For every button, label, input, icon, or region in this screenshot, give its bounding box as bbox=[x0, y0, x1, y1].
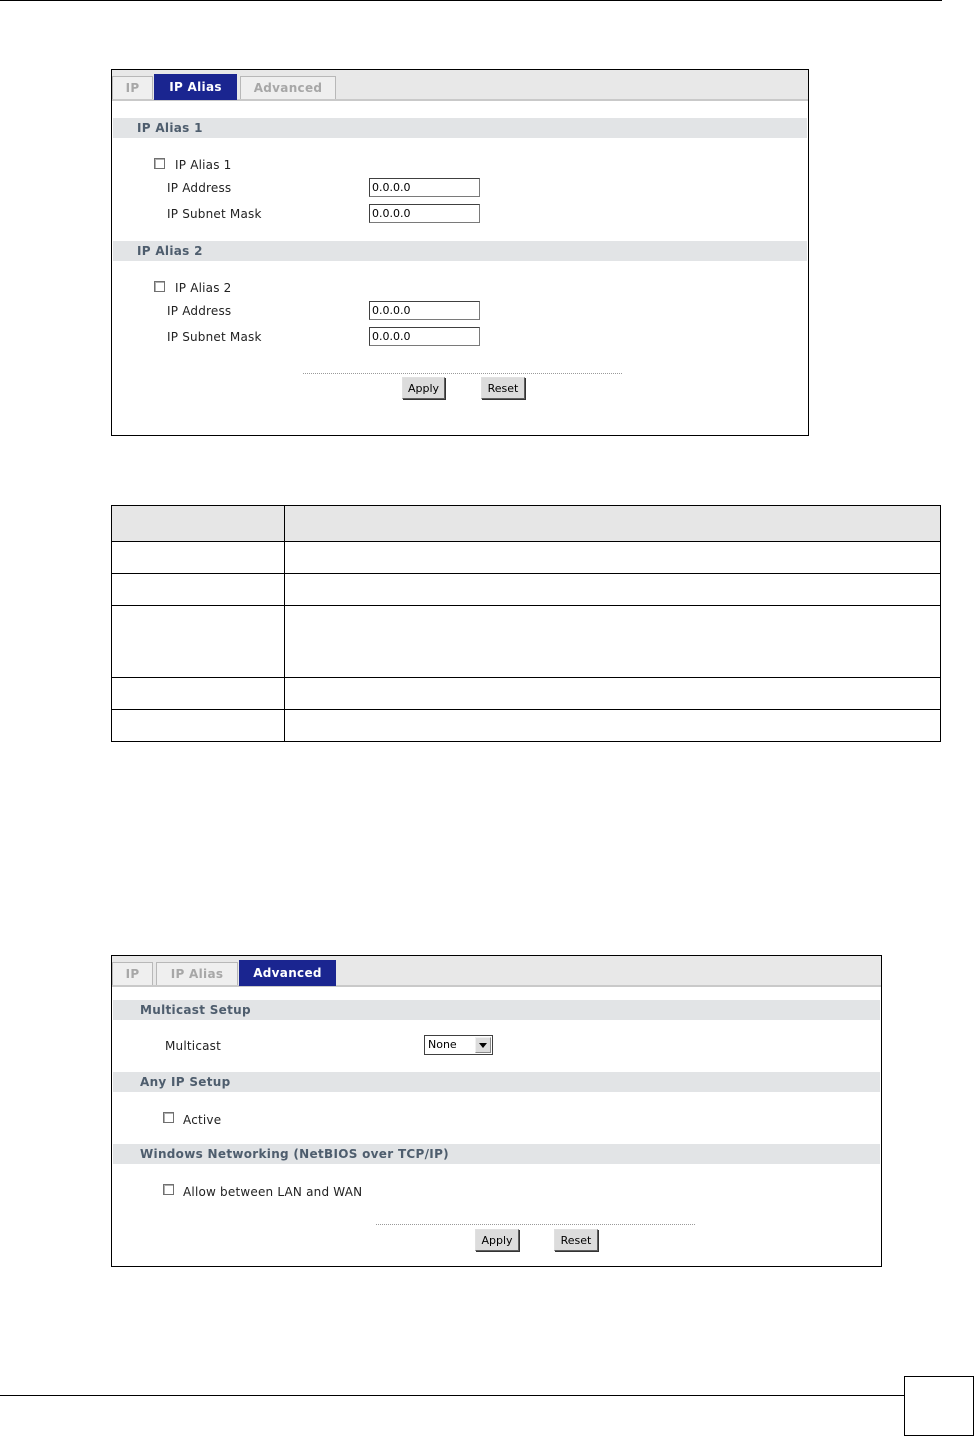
any-ip-active-checkbox[interactable] bbox=[163, 1112, 174, 1123]
table-cell bbox=[285, 542, 941, 574]
table-cell bbox=[285, 506, 941, 542]
tab-ip[interactable]: IP bbox=[112, 962, 153, 985]
header-rule bbox=[0, 0, 942, 1]
ip-alias-1-checkbox[interactable] bbox=[154, 158, 165, 169]
table-cell bbox=[112, 506, 285, 542]
ip-alias-2-label: IP Alias 2 bbox=[175, 281, 232, 295]
apply-button[interactable]: Apply bbox=[475, 1229, 519, 1251]
tab-ip[interactable]: IP bbox=[112, 76, 153, 99]
section-ip-alias-1: IP Alias 1 bbox=[113, 118, 807, 138]
table-row bbox=[112, 542, 941, 574]
table-cell bbox=[285, 606, 941, 678]
table-cell bbox=[285, 574, 941, 606]
section-any-ip-setup: Any IP Setup bbox=[113, 1072, 880, 1092]
ip-alias-panel bbox=[111, 69, 809, 436]
section-windows-networking: Windows Networking (NetBIOS over TCP/IP) bbox=[113, 1144, 880, 1164]
netbios-allow-checkbox[interactable] bbox=[163, 1184, 174, 1195]
table-header-row bbox=[112, 506, 941, 542]
button-divider bbox=[303, 373, 622, 374]
apply-button[interactable]: Apply bbox=[402, 377, 445, 399]
netbios-allow-label: Allow between LAN and WAN bbox=[183, 1185, 363, 1199]
ip-address-1-label: IP Address bbox=[167, 181, 232, 195]
ip-address-2-label: IP Address bbox=[167, 304, 232, 318]
reset-button[interactable]: Reset bbox=[481, 377, 525, 399]
table-row bbox=[112, 574, 941, 606]
table-cell bbox=[112, 542, 285, 574]
field-description-table bbox=[111, 505, 941, 742]
ip-address-2-input[interactable] bbox=[369, 301, 480, 320]
ip-alias-2-checkbox[interactable] bbox=[154, 281, 165, 292]
table-cell bbox=[112, 606, 285, 678]
page-number-box bbox=[904, 1376, 974, 1436]
button-divider bbox=[376, 1224, 695, 1225]
table-cell bbox=[112, 678, 285, 710]
table-cell bbox=[112, 710, 285, 742]
subnet-mask-2-input[interactable] bbox=[369, 327, 480, 346]
table-row bbox=[112, 678, 941, 710]
chevron-down-icon[interactable] bbox=[475, 1037, 491, 1053]
tab-ip-alias[interactable]: IP Alias bbox=[156, 962, 238, 985]
table-cell bbox=[112, 574, 285, 606]
tab-bar bbox=[112, 70, 808, 101]
multicast-select[interactable] bbox=[424, 1035, 493, 1055]
ip-address-1-input[interactable] bbox=[369, 178, 480, 197]
reset-button[interactable]: Reset bbox=[554, 1229, 598, 1251]
section-ip-alias-2: IP Alias 2 bbox=[113, 241, 807, 261]
advanced-panel bbox=[111, 955, 882, 1267]
section-multicast-setup: Multicast Setup bbox=[113, 1000, 880, 1020]
tab-advanced[interactable]: Advanced bbox=[239, 960, 336, 986]
table-cell bbox=[285, 678, 941, 710]
footer-rule bbox=[0, 1395, 904, 1396]
tab-ip-alias[interactable]: IP Alias bbox=[154, 74, 237, 100]
table-row bbox=[112, 606, 941, 678]
ip-alias-1-label: IP Alias 1 bbox=[175, 158, 232, 172]
subnet-mask-2-label: IP Subnet Mask bbox=[167, 330, 262, 344]
any-ip-active-label: Active bbox=[183, 1113, 222, 1127]
table-cell bbox=[285, 710, 941, 742]
subnet-mask-1-input[interactable] bbox=[369, 204, 480, 223]
tab-bar bbox=[112, 956, 881, 987]
subnet-mask-1-label: IP Subnet Mask bbox=[167, 207, 262, 221]
multicast-selected-value: None bbox=[428, 1038, 457, 1051]
multicast-label: Multicast bbox=[165, 1039, 222, 1053]
table-row bbox=[112, 710, 941, 742]
tab-advanced[interactable]: Advanced bbox=[240, 76, 336, 99]
